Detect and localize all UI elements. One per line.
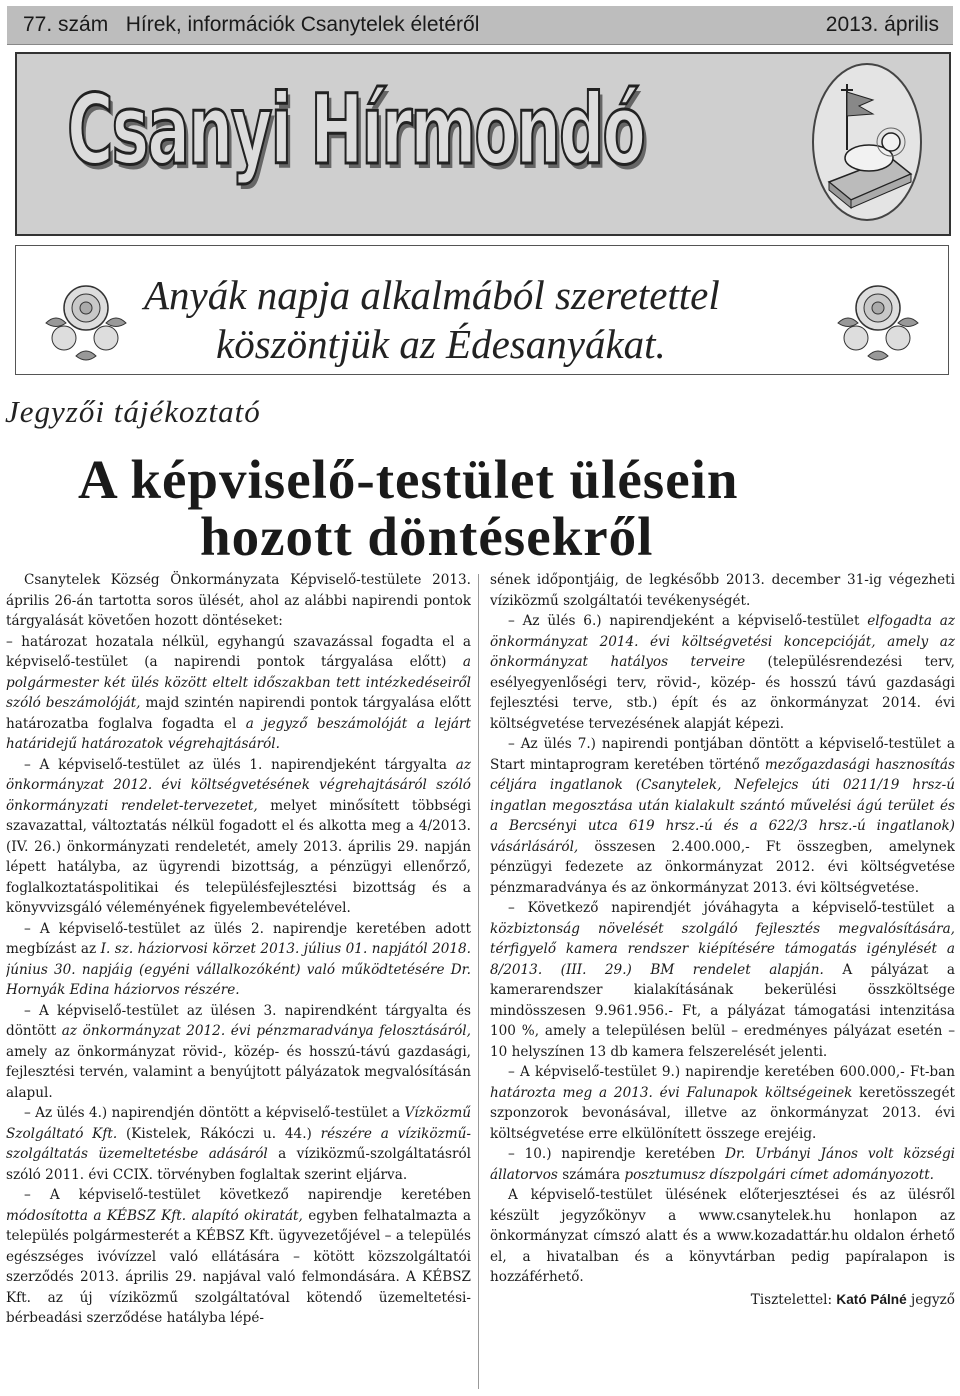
article-column-left	[6, 570, 471, 1388]
paragraph-emphasis: az önkormányzat 2012. évi költségvetésének végrehajtásáról szóló önkormányzati rendelet-tervezetet,	[6, 756, 471, 814]
paragraph-text: Csanytelek Község Önkormányzata Képviselő-testülete 2013. április 26-án tartotta soros ülését, ahol az alábbi napirendi pontok tárgyalását követően hozott döntéseket:	[6, 572, 471, 629]
paragraph-text: melyet minősített többségi szavazattal, változtatás nélkül fogadott el és alkotta meg a 4/2013. (IV. 26.) önkormányzati rendeletét, amely 2013. április 29. napján lépett hatályba, az ügyrendi bizottság, a pénzügyi ellenőrző, foglalkoztatáspolitikai és településfejlesztési bizottság és a könyvvizsgáló véleményének figyelembevételével.	[6, 797, 471, 916]
article-column-right	[490, 570, 955, 1388]
paragraph-text: – Következő napirendjét jóváhagyta a képviselő-testület a	[508, 900, 955, 916]
issue-number	[7, 13, 479, 37]
paragraph-emphasis: I. sz. háziorvosi körzet 2013. július 01. napjától 2018. június 30. napjáig (egyéni vállalkozóként) való működtetésére Dr. Hornyák Edina háziorvos részére.	[6, 941, 471, 998]
paragraph-emphasis: közbiztonság növelését szolgáló fejlesztés megvalósítására, térfigyelő kamera rendszer kiépítésére támogatás igénylését a 8/2013. (III. 29.) BM rendelet alapján.	[490, 920, 955, 978]
paragraph-text: számára	[557, 1166, 625, 1183]
paragraph-emphasis: mezőgazdasági hasznosítás céljára ingatlanok (Csanytelek, Nefelejcs úti 0211/19 hrsz-ú ingatlan megosztása után kialakult szántó művelési ágú terület és a Bercsényi utca 619 hrsz.-ú és a 622/3 hrsz.-ú ingatlanok) vásárlásáról,	[490, 756, 955, 855]
paragraph-emphasis: Vízközmű Szolgáltató Kft.	[6, 1105, 471, 1142]
paragraph-text: – A képviselő-testület 9.) napirendje keretében 600.000,- Ft-ban	[508, 1064, 955, 1080]
paragraph-emphasis: részére a víziközmű-szolgáltatás üzemeltetésbe adásáról	[6, 1125, 471, 1162]
paragraph-text: keretösszegét szponzorok bevonásával, illetve az önkormányzat 2013. évi költségvetése erre elkülönített összege erejéig.	[490, 1084, 955, 1142]
paragraph-text: – Az ülés 7.) napirendi pontjában döntött a képviselő-testület a Start mintaprogram keretében történő	[490, 736, 955, 773]
article-headline-line-2: hozott döntésekről	[200, 506, 654, 567]
paragraph-emphasis: elfogadta az önkormányzat 2014. évi költségvetési koncepcióját, amely az önkormányzat hatályos terveire	[490, 613, 955, 670]
paragraph-text: (településrendezési terv, esélyegyenlőségi terv, rövid-, közép- és hosszú távú gazdasági fejlesztési terve, stb.) épít és az önkormányzat 2014. évi költségvetése tervezésének alapját képezi.	[490, 654, 955, 732]
paragraph-text: – 10.) napirendje keretében	[508, 1146, 726, 1162]
paragraph-text: (Kistelek, Rákóczi u. 44.)	[117, 1125, 321, 1142]
paragraph-text: majd szintén napirendi pontok tárgyalása előtt határozatba foglalva fogadta el	[6, 695, 471, 732]
paragraph-emphasis: az önkormányzat 2012. évi pénzmaradványa felosztásáról,	[61, 1023, 471, 1039]
paragraph-text: sének időpontjáig, de legkésőbb 2013. december 31-ig végezheti víziközmű szolgáltatói tevékenységét.	[490, 572, 955, 609]
article-paragraph	[6, 1185, 471, 1329]
paragraph-text: – határozat hozatala nélkül, egyhangú szavazással fogadta el a képviselő-testület (a napirendi pontok tárgyalása előtt)	[6, 633, 471, 670]
article-paragraph	[490, 898, 955, 1062]
article-headline-line-1: A képviselő-testület ülésein	[78, 449, 739, 510]
paragraph-text: – A képviselő-testület következő napirendje keretében	[24, 1187, 471, 1203]
article-paragraph	[490, 734, 955, 898]
greeting-line-2: köszöntjük az Édesanyákat.	[216, 321, 666, 367]
issue-header-bar	[7, 6, 953, 45]
paragraph-emphasis: a polgármester két ülés között eltelt időszakban tett intézkedéseiről szóló beszámolóját,	[6, 654, 471, 711]
signature-name: Kató Pálné	[836, 1291, 907, 1307]
newspaper-subtitle: Hírek, információk Csanytelek életéről	[125, 13, 480, 36]
article-paragraph	[490, 1144, 955, 1185]
column-divider	[478, 574, 479, 1389]
article-paragraph	[6, 1001, 471, 1104]
masthead	[15, 52, 951, 236]
article-paragraph	[6, 570, 471, 632]
paragraph-emphasis: módosította a KÉBSZ Kft. alapító okiratát,	[6, 1207, 303, 1224]
paragraph-emphasis: posztumusz díszpolgári címet adományozott.	[624, 1166, 934, 1183]
rose-icon	[36, 268, 136, 368]
article-paragraph	[490, 1185, 955, 1288]
signature-role: jegyző	[906, 1291, 955, 1308]
paragraph-text: – A képviselő-testület az ülés 1. napirendjeként tárgyalta	[24, 756, 456, 773]
rose-icon	[828, 268, 928, 368]
paragraph-text: A képviselő-testület ülésének előterjesztései és az ülésről készült jegyzőkönyv a www.csanytelek.hu honlapon az önkormányzat címszó alatt és a www.kozadattár.hu oldalon érhető el, a hivatalban és a könyvtárban pedig papíralapon is hozzáférhető.	[490, 1187, 955, 1285]
signature-prefix: Tisztelettel:	[750, 1291, 837, 1308]
paragraph-text: összesen 2.400.000,- Ft összegben, amelynek pénzügyi fedezete az önkormányzat 2012. évi költségvetése pénzmaradványa és az önkormányzat 2013. évi költségvetése.	[490, 838, 955, 896]
paragraph-text: egyben felhatalmazta a település polgármesterét a KÉBSZ Kft. ügyvezetőjével – a település egészséges ivóvízzel való ellátására – kötött közszolgáltatói szerződés 2013. április 29. napjával való felmondására. A KÉBSZ Kft. az új víziközmű szolgáltatóval kötendő üzemeltetési- bérbeadási szerződése hatályba lépé-	[6, 1207, 471, 1326]
article-paragraph	[490, 1062, 955, 1144]
article-paragraph	[6, 632, 471, 755]
paragraph-emphasis: a jegyző beszámolóját a lejárt határidejű határozatok végrehajtásáról.	[6, 715, 471, 752]
article-paragraph	[6, 755, 471, 919]
paragraph-text: – Az ülés 6.) napirendjeként a képviselő-testület	[508, 613, 868, 629]
paragraph-text: a víziközmű-szolgáltatásról szóló 2011. évi CCIX. törvényben foglaltak szerint eljárva.	[6, 1146, 471, 1183]
article-kicker: Jegyzői tájékoztató	[5, 394, 261, 429]
paragraph-text: A pályázat a kamerarendszer kialakításának bekerülési összköltsége mindösszesen 9.961.956.- Ft, a pályázat támogatási intenzitása 100 %, amely a településen belül – eredményes pályázat esetén – 10 helyszínen 13 db kamera felszerelését jelenti.	[490, 961, 955, 1060]
article-paragraph	[6, 1103, 471, 1185]
issue-date: 2013. április	[825, 13, 939, 36]
paragraph-text: – A képviselő-testület az ülés 2. napirendje keretében adott megbízást az	[6, 920, 471, 957]
issue-label: 77. szám	[23, 13, 109, 36]
article-paragraph	[490, 570, 955, 611]
signature	[490, 1290, 955, 1311]
mothers-day-greeting	[15, 245, 949, 375]
paragraph-text: – Az ülés 4.) napirendjén döntött a képviselő-testület a	[24, 1105, 405, 1121]
paragraph-text: – A képviselő-testület az ülésen 3. napirendként tárgyalta és döntött	[6, 1002, 471, 1039]
paragraph-emphasis: Dr. Urbányi János volt községi állatorvos	[490, 1146, 955, 1183]
article-paragraph	[490, 611, 955, 734]
paragraph-text: amely az önkormányzat rövid-, közép- és hosszú-távú gazdasági, fejlesztési tervén, valamint a benyújtott pályázatok megvalósításán alapul.	[6, 1043, 471, 1101]
greeting-line-1: Anyák napja alkalmából szeretettel	[144, 272, 720, 318]
paragraph-emphasis: határozta meg a 2013. évi Falunapok költségeinek	[490, 1084, 853, 1101]
lamb-on-book-icon	[811, 62, 923, 222]
masthead-title: Csanyi Hírmondó	[67, 74, 644, 186]
article-paragraph	[6, 919, 471, 1001]
